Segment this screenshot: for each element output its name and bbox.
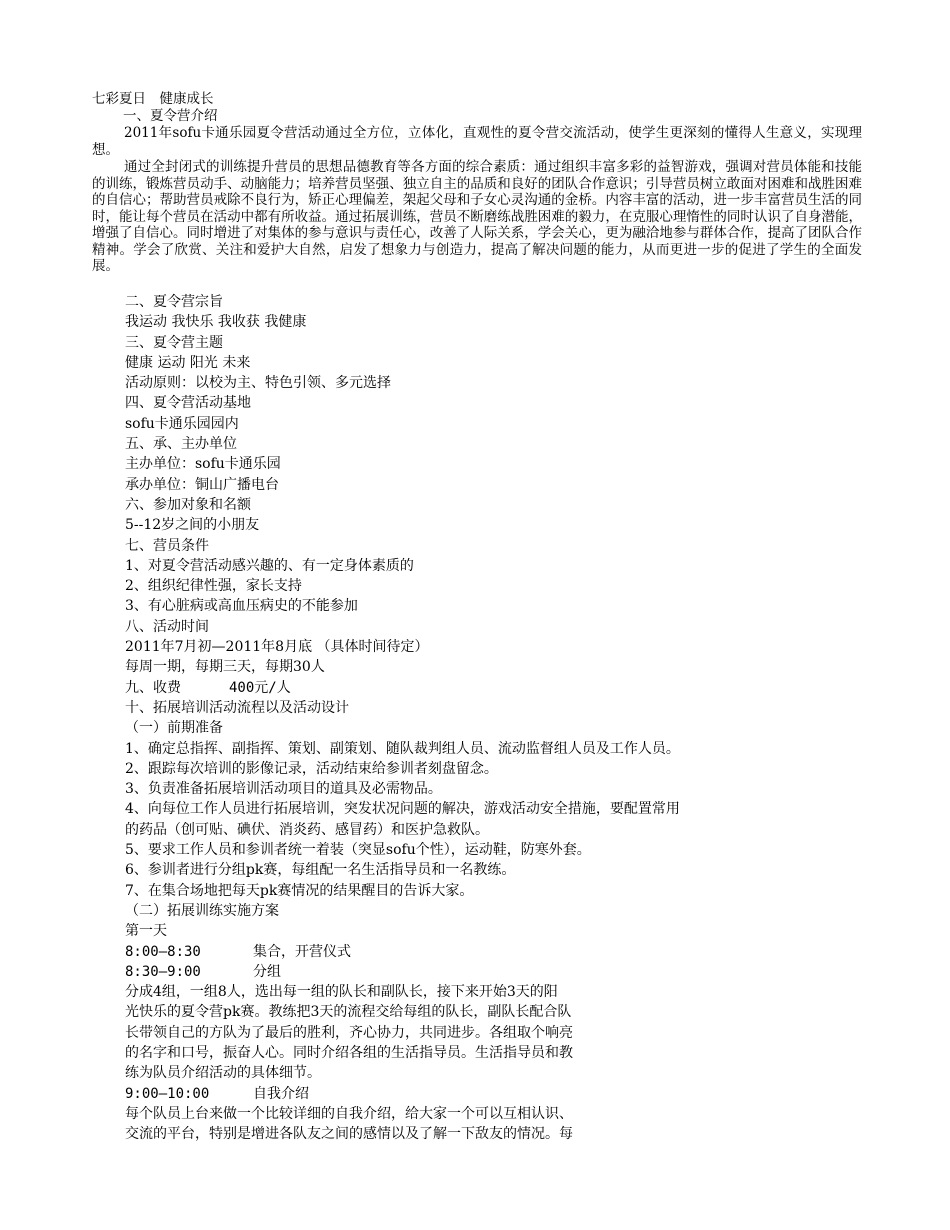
section-heading-theme: 三、夏令营主题 <box>125 334 223 351</box>
prep-item-continued: 的药品（创可贴、碘伏、消炎药、感冒药）和医护急救队。 <box>125 821 489 838</box>
schedule-time: 8:00—8:30 <box>125 943 201 960</box>
section-heading-process: 十、拓展培训活动流程以及活动设计 <box>125 699 349 716</box>
base-text: sofu卡通乐园园内 <box>125 415 239 432</box>
schedule-activity: 自我介绍 <box>253 1085 309 1102</box>
day-label: 第一天 <box>125 923 167 940</box>
schedule-detail: 练为队员介绍活动的具体细节。 <box>125 1065 321 1082</box>
schedule-detail: 分成4组，一组8人，选出每一组的队长和副队长，接下来开始3天的阳 <box>125 984 558 1001</box>
condition-item: 2、组织纪律性强，家长支持 <box>125 578 302 595</box>
schedule-time: 8:30—9:00 <box>125 963 201 980</box>
schedule-row <box>125 962 665 982</box>
section-heading-conditions: 七、营员条件 <box>125 537 209 554</box>
prep-item: 5、要求工作人员和参训者统一着装（突显sofu个性），运动鞋，防寒外套。 <box>125 842 591 859</box>
activity-frequency: 每周一期，每期三天，每期30人 <box>125 659 325 676</box>
schedule-time: 9:00—10:00 <box>125 1085 210 1102</box>
condition-item: 1、对夏令营活动感兴趣的、有一定身体素质的 <box>125 557 414 574</box>
section-heading-participants: 六、参加对象和名额 <box>125 496 251 513</box>
section-heading-intro: 一、夏令营介绍 <box>123 108 218 124</box>
host-unit: 主办单位：sofu卡通乐园 <box>125 456 281 473</box>
organizer-unit: 承办单位：铜山广播电台 <box>125 476 279 493</box>
schedule-activity: 分组 <box>253 963 281 980</box>
schedule-detail: 的名字和口号，振奋人心。同时介绍各组的生活指导员。生活指导员和教 <box>125 1044 573 1061</box>
prep-item: 6、参训者进行分组pk赛，每组配一名生活指导员和一名教练。 <box>125 862 516 879</box>
condition-item: 3、有心脏病或高血压病史的不能参加 <box>125 598 358 615</box>
schedule-row <box>125 942 665 962</box>
prep-item: 1、确定总指挥、副指挥、策划、副策划、随队裁判组人员、流动监督组人员及工作人员。 <box>125 740 680 757</box>
schedule-detail: 交流的平台，特别是增进各队友之间的感情以及了解一下敌友的情况。每 <box>125 1126 573 1143</box>
section-heading-organizers: 五、承、主办单位 <box>125 436 237 453</box>
prep-item: 2、跟踪每次培训的影像记录，活动结束给参训者刻盘留念。 <box>125 760 498 777</box>
fee-label: 九、收费 <box>125 679 181 696</box>
fee-line <box>125 678 665 698</box>
schedule-row <box>125 1084 665 1104</box>
document-body-lines <box>125 292 680 1144</box>
activity-principle: 活动原则：以校为主、特色引领、多元选择 <box>125 375 391 392</box>
schedule-activity: 集合，开营仪式 <box>253 943 351 960</box>
prep-item: 7、在集合场地把每天pk赛情况的结果醒目的告诉大家。 <box>125 882 474 899</box>
section-heading-time: 八、活动时间 <box>125 618 209 635</box>
section-heading-purpose: 二、夏令营宗旨 <box>125 294 223 310</box>
schedule-detail: 每个队员上台来做一个比较详细的自我介绍，给大家一个可以互相认识、 <box>125 1105 573 1122</box>
document-title: 七彩夏日 健康成长 <box>92 91 214 107</box>
intro-paragraph-2: 通过全封闭式的训练提升营员的思想品德教育等各方面的综合素质：通过组织丰富多彩的益智游戏，强调对营员体能和技能的训练，锻炼营员动手、动脑能力；培养营员坚强、独立自主的品质和良好的团队合作意识；引导营员树立敢面对困难和战胜困难的自信心；帮助营员戒除不良行为，矫正心理偏差，架起父母和子女心灵沟通的金桥。内容丰富的活动，进一步丰富营员生活的同时，能让每个营员在活动中都有所收益。通过拓展训练，营员不断磨练战胜困难的毅力，在克服心理惰性的同时认识了自身潜能，增强了自信心。同时增进了对集体的参与意识与责任心，改善了人际关系，学会关心，更为融洽地参与群体合作，提高了团队合作精神。学会了欣赏、关注和爱护大自然，启发了想象力与创造力，提高了解决问题的能力，从而更进一步的促进了学生的全面发展。 <box>92 159 862 274</box>
prep-item: 4、向每位工作人员进行拓展培训，突发状况问题的解决，游戏活动安全措施，要配置常用 <box>125 801 680 818</box>
subheading-plan: （二）拓展训练实施方案 <box>125 902 279 919</box>
theme-text: 健康 运动 阳光 未来 <box>125 354 251 371</box>
intro-block <box>92 125 862 275</box>
purpose-text: 我运动 我快乐 我收获 我健康 <box>125 314 307 331</box>
intro-paragraph-1: 2011年sofu卡通乐园夏令营活动通过全方位，立体化，直观性的夏令营交流活动，使学生更深刻的懂得人生意义，实现理想。 <box>92 125 862 158</box>
fee-value: 400元/人 <box>229 679 291 696</box>
schedule-detail: 光快乐的夏令营pk赛。教练把3天的流程交给每组的队长，副队长配合队 <box>125 1004 572 1021</box>
schedule-detail: 长带领自己的方队为了最后的胜利，齐心协力，共同进步。各组取个响亮 <box>125 1024 573 1041</box>
activity-dates: 2011年7月初—2011年8月底 （具体时间待定） <box>125 639 429 656</box>
section-heading-base: 四、夏令营活动基地 <box>125 395 251 412</box>
subheading-preparation: （一）前期准备 <box>125 720 223 737</box>
prep-item: 3、负责准备拓展培训活动项目的道具及必需物品。 <box>125 781 442 798</box>
participants-text: 5--12岁之间的小朋友 <box>125 517 260 534</box>
